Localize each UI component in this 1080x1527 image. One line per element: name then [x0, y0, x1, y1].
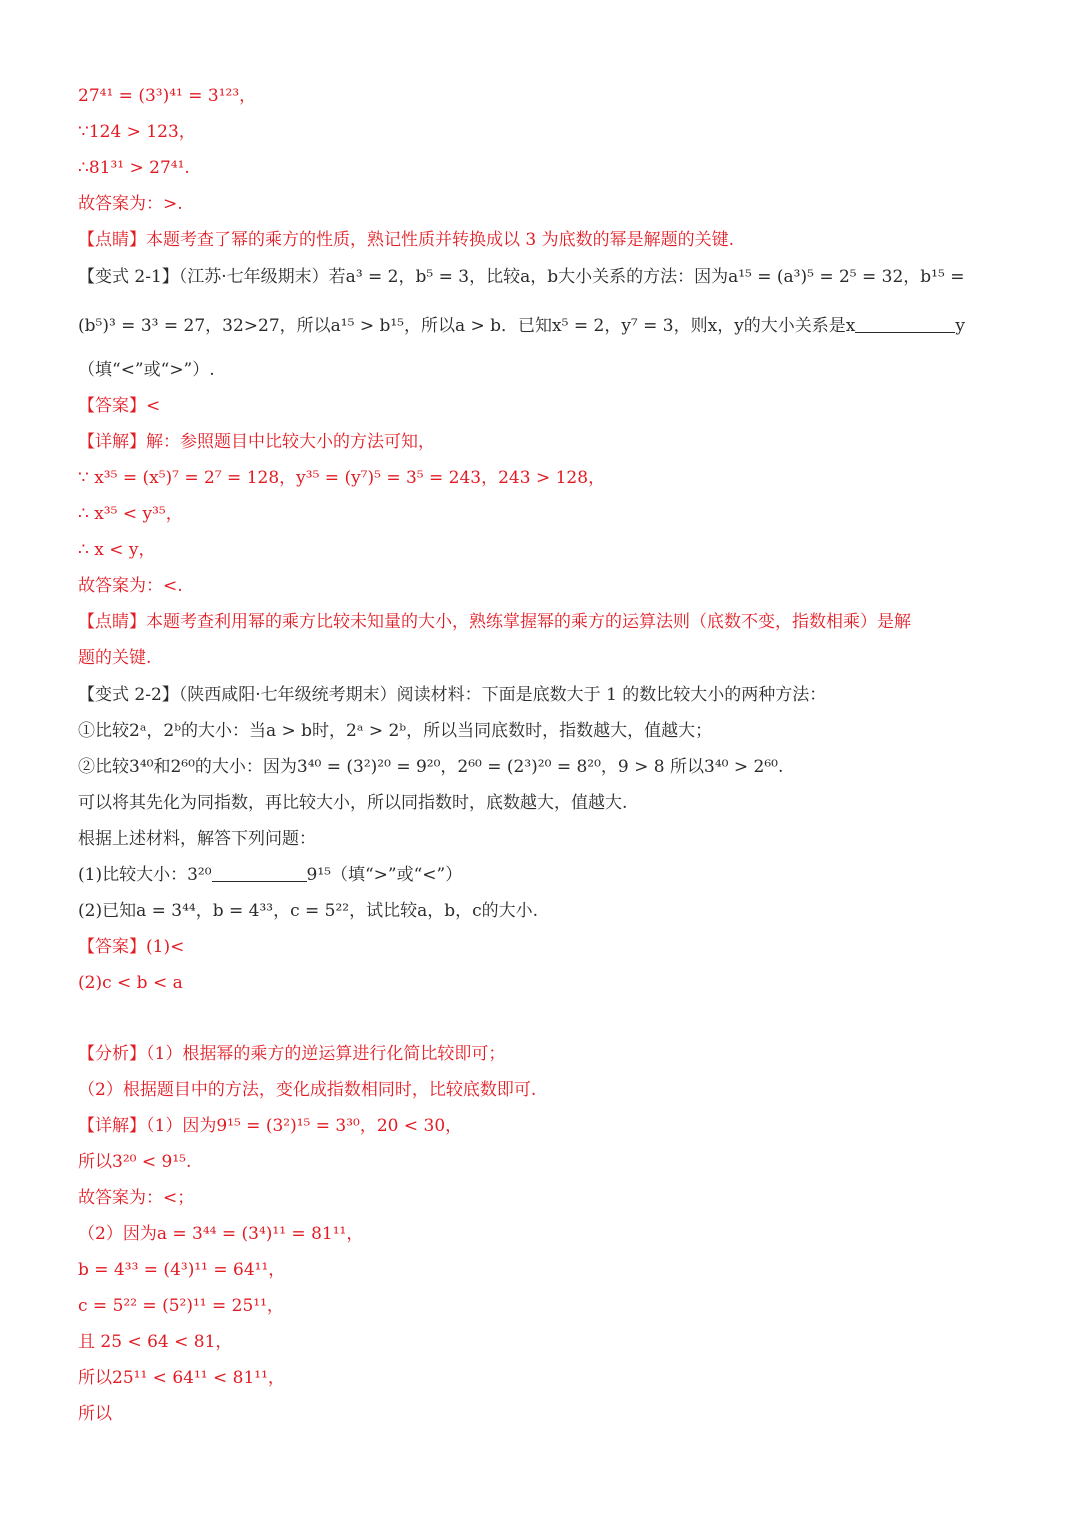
comment-line: [78, 610, 1010, 634]
comment-label: 【点睛】: [78, 230, 146, 250]
question-text: （陕西咸阳·七年级统考期末）阅读材料：下面是底数大于 1 的数比较大小的两种方法：: [178, 685, 827, 705]
detail-label: 【详解】: [78, 1116, 146, 1136]
comment-text: 本题考查利用幂的乘方比较未知量的大小，熟练掌握幂的乘方的运算法则（底数不变，指数相乘）是解: [146, 612, 911, 632]
detail-line: 且 25 < 64 < 81，: [78, 1332, 233, 1352]
solution-line: 故答案为：>.: [78, 194, 183, 214]
question-line: [78, 863, 1010, 887]
comment-text: 本题考查了幂的乘方的性质，熟记性质并转换成以 3 为底数的幂是解题的关键.: [146, 230, 735, 250]
comment-label: 【点睛】: [78, 612, 146, 632]
analysis-text: （1）根据幂的乘方的逆运算进行化简比较即可；: [146, 1044, 506, 1064]
detail-line: 故答案为：<.: [78, 576, 183, 596]
question-line: 根据上述材料，解答下列问题：: [78, 829, 316, 849]
detail-line: 所以3²⁰ < 9¹⁵.: [78, 1152, 192, 1172]
detail-line: ∴ x³⁵ < y³⁵，: [78, 504, 183, 524]
detail-line: 所以: [78, 1404, 112, 1424]
detail-line: ∵ x³⁵ = (x⁵)⁷ = 2⁷ = 128，y³⁵ = (y⁷)⁵ = 3⁵ = 243，243 > 128，: [78, 468, 606, 488]
question-line: [78, 314, 1010, 338]
detail-line: 所以25¹¹ < 64¹¹ < 81¹¹，: [78, 1368, 285, 1388]
question-line: ①比较2ᵃ，2ᵇ的大小：当a > b时，2ᵃ > 2ᵇ，所以当同底数时，指数越大，值越大；: [78, 721, 713, 741]
detail-line: [78, 1114, 1010, 1138]
question-text: y: [955, 316, 965, 336]
question-text: （江苏·七年级期末）若a³ = 2，b⁵ = 3，比较a，b大小关系的方法：因为a¹⁵ = (a³)⁵ = 2⁵ = 32，b¹⁵ =: [178, 267, 965, 287]
question-text: (b⁵)³ = 3³ = 27，32>27，所以a¹⁵ > b¹⁵，所以a > b．已知x⁵ = 2，y⁷ = 3，则x，y的大小关系是x: [78, 316, 856, 336]
detail-line: c = 5²² = (5²)¹¹ = 25¹¹，: [78, 1296, 284, 1316]
question-text: 9¹⁵（填“>”或“<”）: [306, 865, 463, 885]
detail-text: （1）因为9¹⁵ = (3²)¹⁵ = 3³⁰，20 < 30，: [146, 1116, 463, 1136]
answer-label: 【答案】: [78, 937, 146, 957]
solution-line: ∵124 > 123，: [78, 122, 196, 142]
detail-text: 解：参照题目中比较大小的方法可知，: [146, 432, 435, 452]
question-label: 【变式 2-1】: [78, 267, 179, 287]
answer-label: 【答案】: [78, 396, 146, 416]
detail-line: b = 4³³ = (4³)¹¹ = 64¹¹，: [78, 1260, 286, 1280]
answer-line: [78, 394, 1010, 418]
solution-line: ∴81³¹ > 27⁴¹.: [78, 158, 190, 178]
question-line: ②比较3⁴⁰和2⁶⁰的大小：因为3⁴⁰ = (3²)²⁰ = 9²⁰，2⁶⁰ = (2³)²⁰ = 8²⁰，9 > 8 所以3⁴⁰ > 2⁶⁰.: [78, 757, 784, 777]
answer-line: (2)c < b < a: [78, 973, 183, 993]
answer-line: [78, 935, 1010, 959]
answer-text: (1)<: [146, 937, 185, 957]
question-label: 【变式 2-2】: [78, 685, 179, 705]
answer-blank: [855, 316, 955, 333]
answer-blank: [212, 865, 307, 882]
question-line: （填“<”或“>”）.: [78, 360, 215, 380]
detail-line: （2）因为a = 3⁴⁴ = (3⁴)¹¹ = 81¹¹，: [78, 1224, 364, 1244]
comment-line: [78, 228, 1010, 252]
question-line: 可以将其先化为同指数，再比较大小，所以同指数时，底数越大，值越大.: [78, 793, 628, 813]
detail-line: [78, 430, 1010, 454]
question-line: [78, 265, 1010, 289]
comment-line: 题的关键.: [78, 648, 152, 668]
analysis-line: [78, 1042, 1010, 1066]
analysis-line: （2）根据题目中的方法，变化成指数相同时，比较底数即可.: [78, 1080, 537, 1100]
question-line: [78, 683, 1010, 707]
question-text: (1)比较大小：3²⁰: [78, 865, 212, 885]
detail-line: 故答案为：<；: [78, 1188, 195, 1208]
analysis-label: 【分析】: [78, 1044, 146, 1064]
question-line: (2)已知a = 3⁴⁴，b = 4³³，c = 5²²，试比较a，b，c的大小.: [78, 901, 539, 921]
detail-line: ∴ x < y，: [78, 540, 156, 560]
answer-text: <: [146, 396, 161, 416]
solution-line: 27⁴¹ = (3³)⁴¹ = 3¹²³，: [78, 86, 257, 106]
detail-label: 【详解】: [78, 432, 146, 452]
